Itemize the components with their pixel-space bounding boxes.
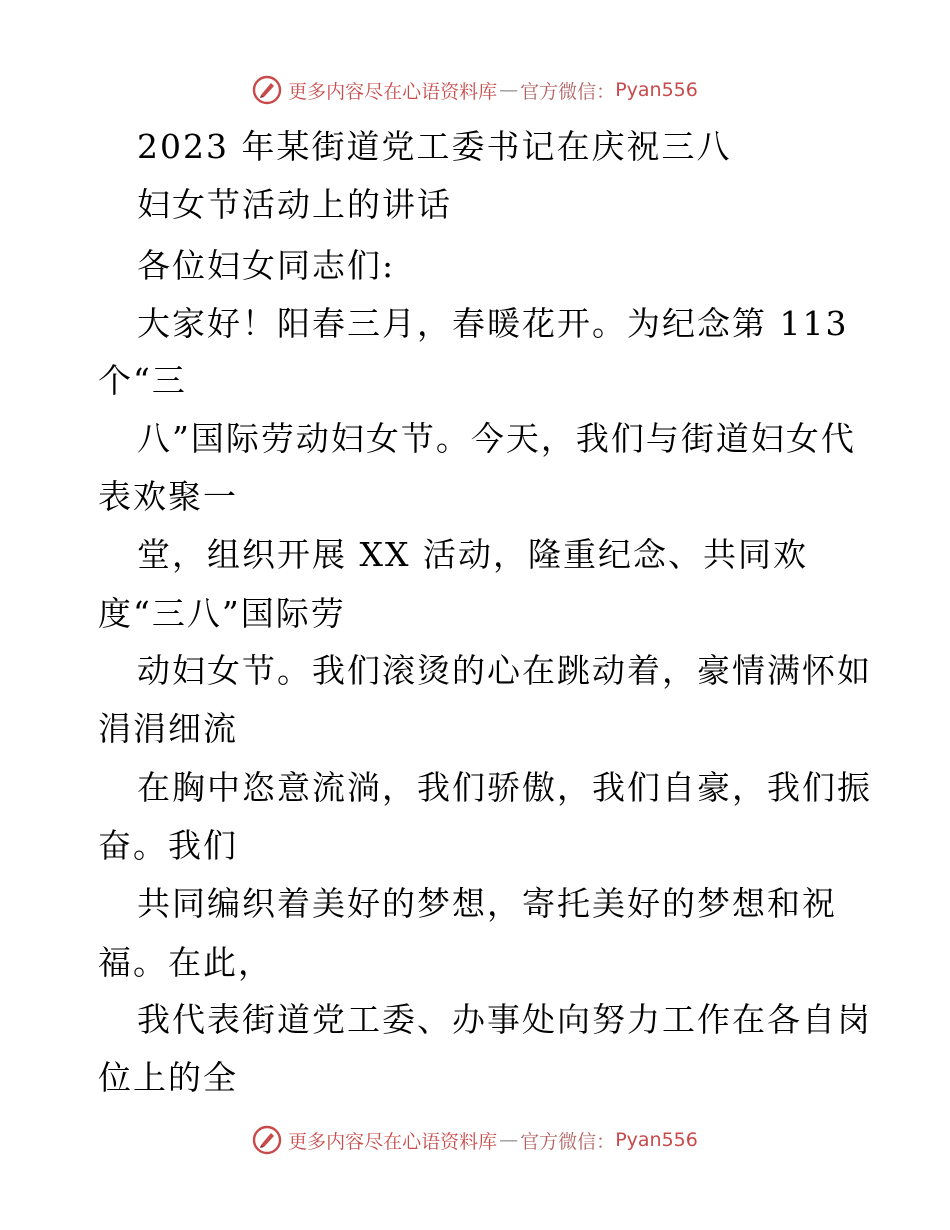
paragraph-line: 堂，组织开展 XX 活动，隆重纪念、共同欢 bbox=[137, 535, 808, 574]
paragraph-line: 涓涓细流 bbox=[98, 709, 238, 748]
document-title-line-2: 妇女节活动上的讲话 bbox=[137, 185, 452, 224]
salutation: 各位妇女同志们: bbox=[137, 246, 396, 285]
banner-wechat-id: Pyan556 bbox=[615, 1129, 698, 1151]
paragraph-line: 八”国际劳动妇女节。今天，我们与街道妇女代 bbox=[137, 419, 856, 458]
banner-wechat-id: Pyan556 bbox=[615, 79, 698, 101]
paragraph-line: 位上的全 bbox=[98, 1058, 238, 1097]
paragraph-line: 在胸中恣意流淌，我们骄傲，我们自豪，我们振 bbox=[137, 768, 872, 807]
paragraph-line: 动妇女节。我们滚烫的心在跳动着，豪情满怀如 bbox=[137, 651, 872, 690]
banner-dash: — bbox=[499, 1129, 519, 1151]
banner-text: 更多内容尽在心语资料库 bbox=[288, 1130, 498, 1153]
banner-wechat-label: 官方微信： bbox=[520, 80, 616, 103]
paragraph-line: 共同编织着美好的梦想，寄托美好的梦想和祝 bbox=[137, 884, 837, 923]
paragraph-line: 大家好！阳春三月，春暖花开。为纪念第 113 bbox=[137, 304, 849, 343]
paragraph-line: 个“三 bbox=[98, 361, 187, 400]
logo-icon bbox=[252, 1125, 282, 1155]
paragraph-line: 我代表街道党工委、办事处向努力工作在各自岗 bbox=[137, 1000, 872, 1039]
banner-dash: — bbox=[499, 79, 519, 101]
paragraph-line: 度“三八”国际劳 bbox=[98, 594, 346, 633]
logo-icon bbox=[252, 75, 282, 105]
header-banner bbox=[0, 70, 950, 110]
document-title-line-1: 2023 年某街道党工委书记在庆祝三八 bbox=[137, 127, 732, 166]
banner-text: 更多内容尽在心语资料库 bbox=[288, 80, 498, 103]
footer-banner bbox=[0, 1120, 950, 1160]
paragraph-line: 表欢聚一 bbox=[98, 477, 238, 516]
paragraph-line: 奋。我们 bbox=[98, 826, 238, 865]
paragraph-line: 福。在此， bbox=[98, 943, 273, 982]
banner-wechat-label: 官方微信： bbox=[520, 1130, 616, 1153]
